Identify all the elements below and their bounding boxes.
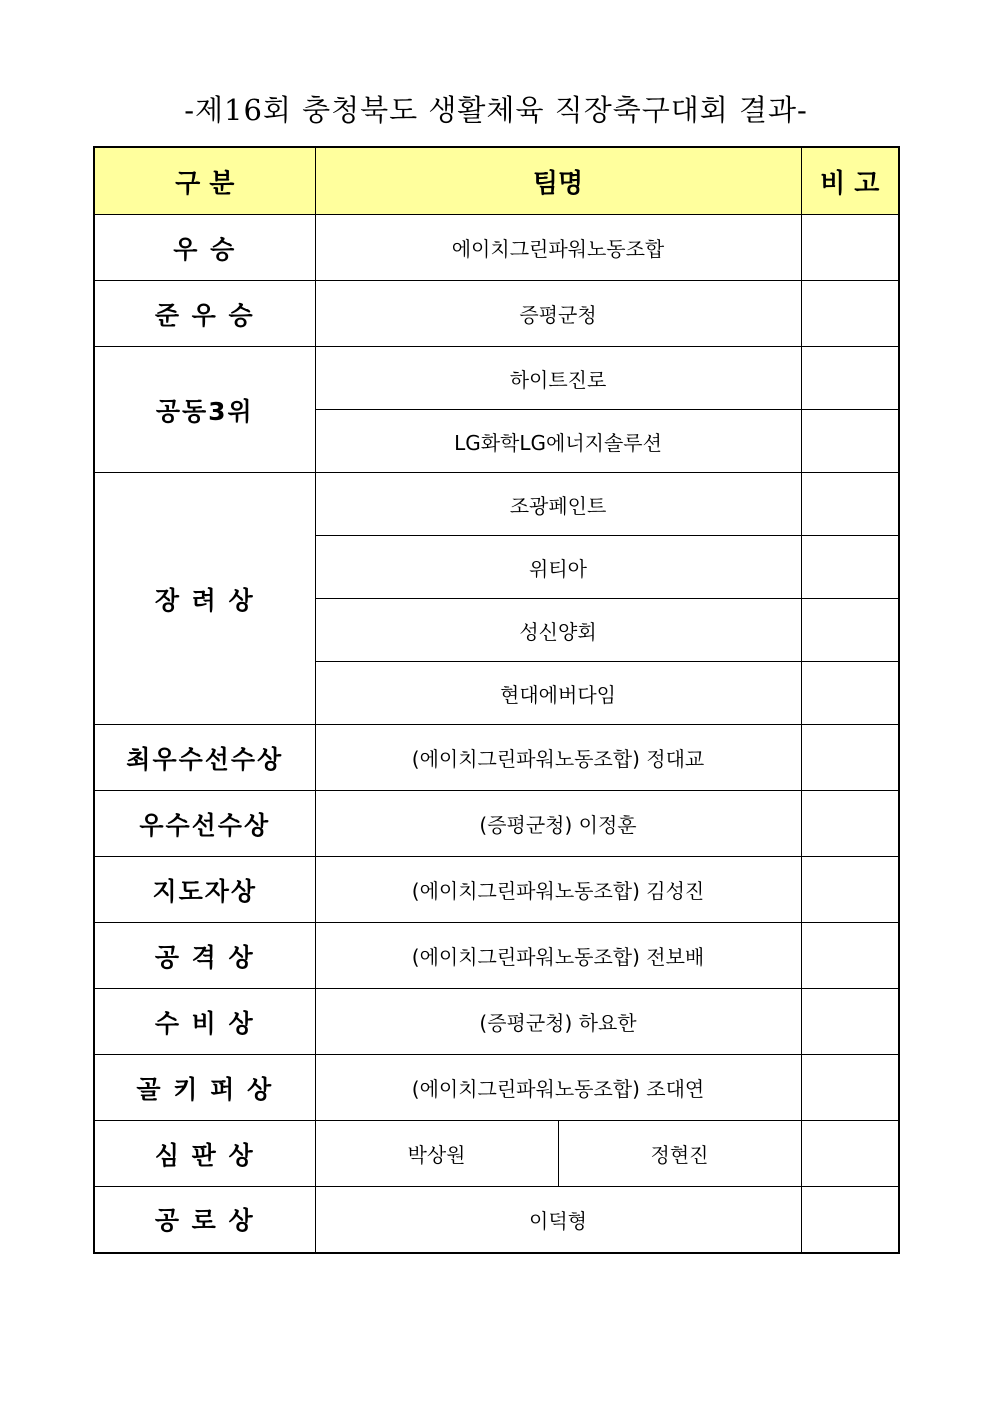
category-cell: 심 판 상	[94, 1121, 315, 1187]
team-cell: 증평군청	[315, 281, 801, 347]
table-row-coach	[94, 857, 899, 923]
table-row-winner	[94, 215, 899, 281]
remarks-cell	[801, 923, 899, 989]
category-cell: 공 로 상	[94, 1187, 315, 1253]
team-cell: (에이치그린파워노동조합) 정대교	[315, 725, 801, 791]
category-cell: 우 승	[94, 215, 315, 281]
team-cell: (에이치그린파워노동조합) 김성진	[315, 857, 801, 923]
team-cell: (증평군청) 하요한	[315, 989, 801, 1055]
table-row-best-player	[94, 791, 899, 857]
team-cell: (에이치그린파워노동조합) 전보배	[315, 923, 801, 989]
category-cell: 골 키 퍼 상	[94, 1055, 315, 1121]
category-cell: 장 려 상	[94, 473, 315, 725]
table-row-third-1	[94, 347, 899, 410]
header-category: 구 분	[94, 147, 315, 215]
team-cell: 조광페인트	[315, 473, 801, 536]
category-cell: 지도자상	[94, 857, 315, 923]
category-cell: 수 비 상	[94, 989, 315, 1055]
remarks-cell	[801, 410, 899, 473]
remarks-cell	[801, 989, 899, 1055]
header-remarks: 비 고	[801, 147, 899, 215]
team-cell: 성신양회	[315, 599, 801, 662]
team-cell: 에이치그린파워노동조합	[315, 215, 801, 281]
table-row-merit	[94, 1187, 899, 1253]
team-cell: (에이치그린파워노동조합) 조대연	[315, 1055, 801, 1121]
remarks-cell	[801, 215, 899, 281]
results-table	[93, 146, 900, 1254]
remarks-cell	[801, 281, 899, 347]
table-row-mvp	[94, 725, 899, 791]
remarks-cell	[801, 1055, 899, 1121]
header-team: 팀명	[315, 147, 801, 215]
referee-name-cell: 박상원	[315, 1121, 558, 1187]
team-cell: 현대에버다임	[315, 662, 801, 725]
table-header-row	[94, 147, 899, 215]
category-cell: 공 격 상	[94, 923, 315, 989]
remarks-cell	[801, 857, 899, 923]
remarks-cell	[801, 1187, 899, 1253]
table-row-encourage-1	[94, 473, 899, 536]
remarks-cell	[801, 662, 899, 725]
team-cell: 이덕형	[315, 1187, 801, 1253]
table-row-runner-up	[94, 281, 899, 347]
remarks-cell	[801, 473, 899, 536]
remarks-cell	[801, 1121, 899, 1187]
remarks-cell	[801, 536, 899, 599]
document-title: -제16회 충청북도 생활체육 직장축구대회 결과-	[184, 93, 808, 127]
table-row-referee	[94, 1121, 899, 1187]
team-cell: 위티아	[315, 536, 801, 599]
category-cell: 우수선수상	[94, 791, 315, 857]
referee-name-cell: 정현진	[558, 1121, 801, 1187]
table-row-goalkeeper	[94, 1055, 899, 1121]
table-row-offense	[94, 923, 899, 989]
team-cell: (증평군청) 이정훈	[315, 791, 801, 857]
remarks-cell	[801, 725, 899, 791]
remarks-cell	[801, 791, 899, 857]
category-cell: 공동3위	[94, 347, 315, 473]
team-cell: LG화학LG에너지솔루션	[315, 410, 801, 473]
category-cell: 최우수선수상	[94, 725, 315, 791]
category-cell: 준 우 승	[94, 281, 315, 347]
remarks-cell	[801, 347, 899, 410]
remarks-cell	[801, 599, 899, 662]
team-cell: 하이트진로	[315, 347, 801, 410]
table-row-defense	[94, 989, 899, 1055]
